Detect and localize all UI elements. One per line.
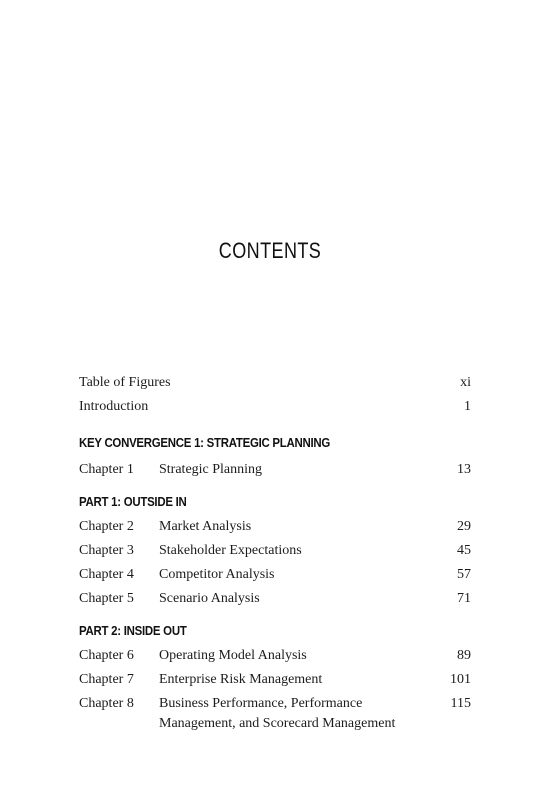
toc-chapter-4 [79, 565, 471, 585]
toc-entry-title: Introduction [79, 399, 149, 414]
chapter-label: Chapter 7 [79, 672, 134, 687]
toc-entry-table-of-figures [79, 373, 471, 393]
toc-chapter-2 [79, 517, 471, 537]
toc-chapter-3 [79, 541, 471, 561]
chapter-label: Chapter 8 [79, 696, 134, 711]
toc-entry-page: 1 [464, 399, 471, 414]
chapter-title: Stakeholder Expectations [159, 543, 302, 558]
section-heading: PART 2: INSIDE OUT [79, 623, 187, 638]
chapter-title: Scenario Analysis [159, 591, 260, 606]
chapter-title: Strategic Planning [159, 462, 263, 477]
chapter-label: Chapter 2 [79, 519, 134, 534]
toc-entry-introduction [79, 397, 471, 417]
toc-chapter-1 [79, 460, 471, 480]
chapter-title: Market Analysis [159, 519, 252, 534]
table-of-contents [79, 373, 471, 738]
chapter-page: 57 [457, 567, 471, 582]
chapter-page: 45 [457, 543, 471, 558]
chapter-label: Chapter 1 [79, 462, 134, 477]
chapter-page: 115 [450, 696, 471, 711]
page-title: CONTENTS [218, 238, 322, 263]
chapter-page: 29 [457, 519, 471, 534]
chapter-page: 89 [457, 648, 471, 663]
chapter-title: Operating Model Analysis [159, 648, 307, 663]
chapter-title: Competitor Analysis [159, 567, 275, 582]
chapter-label: Chapter 3 [79, 543, 134, 558]
toc-entry-page: xi [460, 375, 471, 390]
toc-chapter-7 [79, 670, 471, 690]
section-heading: PART 1: OUTSIDE IN [79, 494, 187, 509]
chapter-page: 101 [450, 672, 471, 687]
chapter-title: Enterprise Risk Management [159, 672, 323, 687]
chapter-label: Chapter 5 [79, 591, 134, 606]
section-heading: KEY CONVERGENCE 1: STRATEGIC PLANNING [79, 435, 331, 450]
chapter-page: 13 [457, 462, 471, 477]
chapter-page: 71 [457, 591, 471, 606]
toc-chapter-6 [79, 646, 471, 666]
toc-entry-title: Table of Figures [79, 375, 171, 390]
chapter-label: Chapter 6 [79, 648, 134, 663]
toc-chapter-8 [79, 694, 471, 734]
chapter-title: Business Performance, Performance Management, and Scorecard Management [159, 696, 396, 731]
chapter-label: Chapter 4 [79, 567, 134, 582]
toc-chapter-5 [79, 589, 471, 609]
